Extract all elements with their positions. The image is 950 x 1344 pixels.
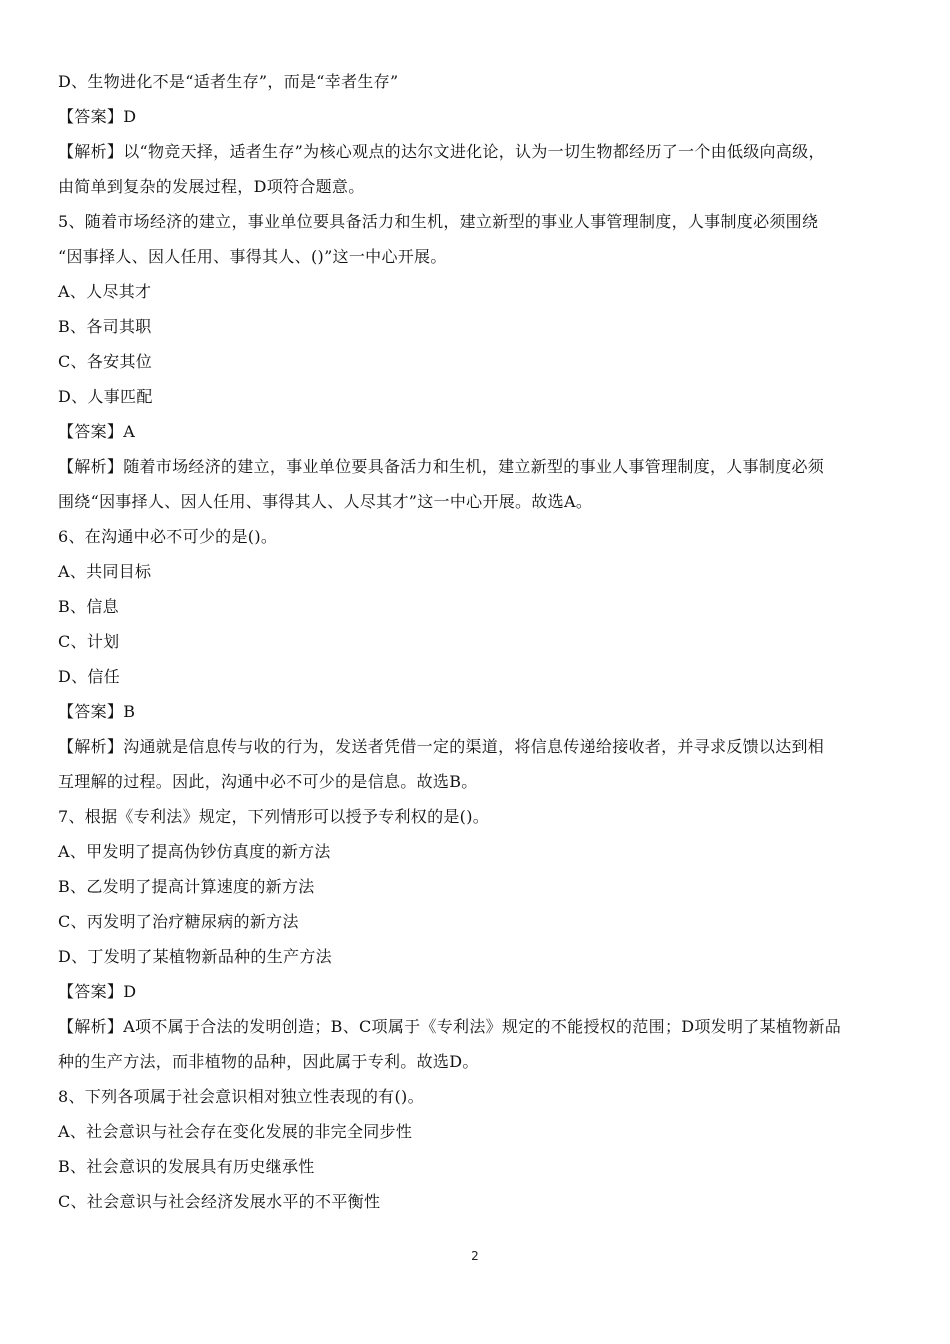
option-line: A、共同目标 — [58, 562, 152, 581]
option-line: D、信任 — [58, 667, 121, 686]
analysis-line: 【解析】A项不属于合法的发明创造；B、C项属于《专利法》规定的不能授权的范围；D项发明了某植物新品 — [58, 1017, 842, 1036]
question-line: 8、下列各项属于社会意识相对独立性表现的有()。 — [58, 1087, 424, 1106]
option-line: B、信息 — [58, 597, 119, 616]
option-line: A、甲发明了提高伪钞仿真度的新方法 — [58, 842, 331, 861]
question-line: 5、随着市场经济的建立，事业单位要具备活力和生机，建立新型的事业人事管理制度，人事制度必须围绕 — [58, 212, 819, 231]
page-number: 2 — [471, 1249, 479, 1263]
document-body — [58, 64, 900, 1219]
option-line: C、丙发明了治疗糖尿病的新方法 — [58, 912, 299, 931]
option-line: D、人事匹配 — [58, 387, 153, 406]
answer-line: 【答案】D — [58, 107, 137, 126]
question-line: 7、根据《专利法》规定，下列情形可以授予专利权的是()。 — [58, 807, 490, 826]
question-line: 6、在沟通中必不可少的是()。 — [58, 527, 278, 546]
question-line: “因事择人、因人任用、事得其人、()”这一中心开展。 — [58, 247, 447, 266]
option-line: C、社会意识与社会经济发展水平的不平衡性 — [58, 1192, 381, 1211]
answer-line: 【答案】D — [58, 982, 137, 1001]
analysis-line: 由简单到复杂的发展过程，D项符合题意。 — [58, 177, 365, 196]
option-line: C、计划 — [58, 632, 120, 651]
analysis-line: 【解析】沟通就是信息传与收的行为，发送者凭借一定的渠道，将信息传递给接收者，并寻求反馈以达到相 — [58, 737, 825, 756]
option-line: B、社会意识的发展具有历史继承性 — [58, 1157, 315, 1176]
option-line: A、社会意识与社会存在变化发展的非完全同步性 — [58, 1122, 413, 1141]
option-line: A、人尽其才 — [58, 282, 152, 301]
analysis-line: 【解析】随着市场经济的建立，事业单位要具备活力和生机，建立新型的事业人事管理制度，人事制度必须 — [58, 457, 825, 476]
answer-line: 【答案】B — [58, 702, 136, 721]
option-line: B、乙发明了提高计算速度的新方法 — [58, 877, 315, 896]
analysis-line: 种的生产方法，而非植物的品种，因此属于专利。故选D。 — [58, 1052, 479, 1071]
text-line: D、生物进化不是“适者生存”，而是“幸者生存” — [58, 72, 399, 91]
option-line: C、各安其位 — [58, 352, 153, 371]
analysis-line: 互理解的过程。因此，沟通中必不可少的是信息。故选B。 — [58, 772, 478, 791]
option-line: D、丁发明了某植物新品种的生产方法 — [58, 947, 332, 966]
answer-line: 【答案】A — [58, 422, 136, 441]
analysis-line: 【解析】以“物竞天择，适者生存”为核心观点的达尔文进化论，认为一切生物都经历了一个由低级向高级， — [58, 142, 825, 161]
analysis-line: 围绕“因事择人、因人任用、事得其人、人尽其才”这一中心开展。故选A。 — [58, 492, 593, 511]
option-line: B、各司其职 — [58, 317, 152, 336]
